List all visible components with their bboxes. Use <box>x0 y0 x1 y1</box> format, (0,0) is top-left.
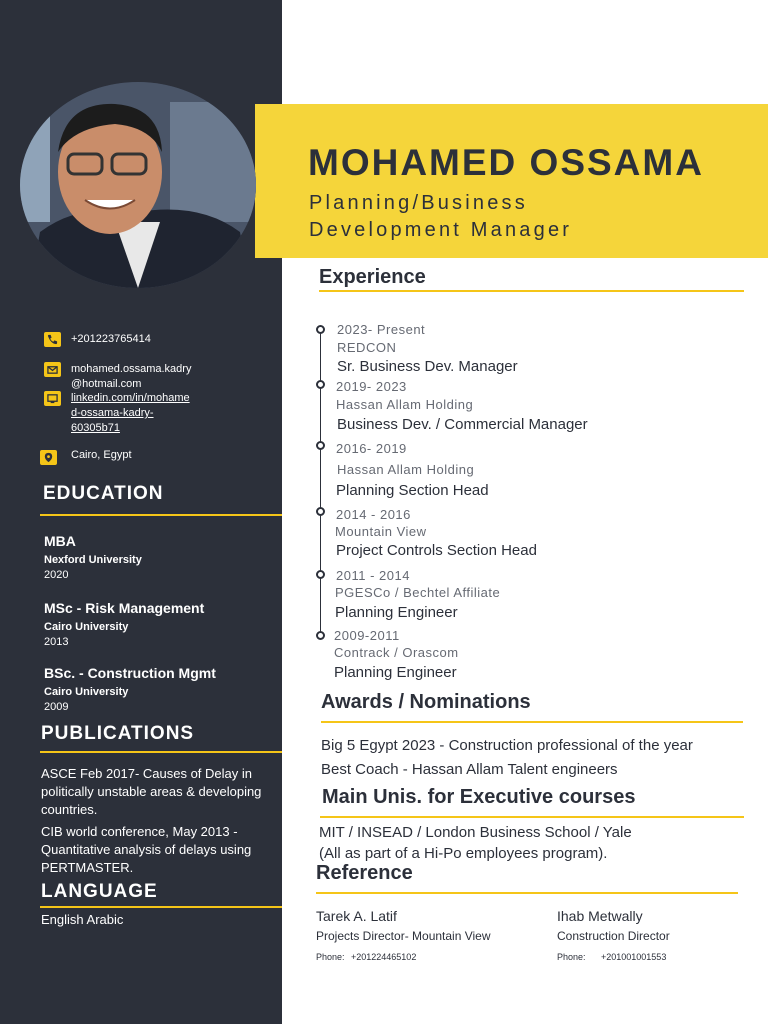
timeline-dot <box>316 631 325 640</box>
linkedin-icon <box>44 391 61 406</box>
reference-phone-label: Phone: <box>557 952 586 962</box>
publications-divider <box>40 751 282 753</box>
experience-divider <box>319 290 744 292</box>
reference-name: Ihab Metwally <box>557 908 643 924</box>
education-year: 2020 <box>44 569 69 581</box>
experience-job: Planning Engineer <box>335 604 458 621</box>
courses-line-2: (All as part of a Hi-Po employees program). <box>319 845 608 862</box>
publications-title: PUBLICATIONS <box>41 723 195 744</box>
education-year: 2013 <box>44 636 69 648</box>
timeline-dot <box>316 325 325 334</box>
education-item <box>44 532 142 582</box>
education-university: Cairo University <box>44 686 129 698</box>
award-item: Big 5 Egypt 2023 - Construction professional of the year <box>321 737 693 754</box>
courses-line-1: MIT / INSEAD / London Business School / Yale <box>319 824 632 841</box>
courses-title: Main Unis. for Executive courses <box>322 786 636 808</box>
job-title-line-1: Planning/Business <box>309 192 528 214</box>
experience-org: Mountain View <box>335 524 427 539</box>
linkedin-link-line-3[interactable]: 60305b71 <box>71 422 120 434</box>
email-line-2[interactable]: @hotmail.com <box>71 378 142 390</box>
language-value: English Arabic <box>41 912 124 927</box>
education-year: 2009 <box>44 701 69 713</box>
job-title-line-2: Development Manager <box>309 219 573 241</box>
reference-phone: +201224465102 <box>351 952 417 962</box>
reference-phone: +201001001553 <box>601 952 667 962</box>
education-item <box>44 664 216 714</box>
location-text: Cairo, Egypt <box>71 449 132 461</box>
experience-date: 2011 - 2014 <box>336 568 410 583</box>
timeline-dot <box>316 380 325 389</box>
linkedin-link-line-1[interactable]: linkedin.com/in/mohame <box>71 392 190 404</box>
experience-org: Contrack / Orascom <box>334 645 459 660</box>
profile-photo-illustration <box>20 82 256 288</box>
experience-org: REDCON <box>337 340 397 355</box>
timeline-dot <box>316 570 325 579</box>
language-title: LANGUAGE <box>41 881 158 902</box>
experience-date: 2023- Present <box>337 322 426 337</box>
profile-photo <box>20 82 256 288</box>
education-degree: MBA <box>44 533 76 549</box>
experience-org: Hassan Allam Holding <box>337 462 475 477</box>
experience-date: 2019- 2023 <box>336 379 407 394</box>
education-item <box>44 599 204 649</box>
reference-role: Construction Director <box>557 929 670 943</box>
awards-title: Awards / Nominations <box>321 691 531 713</box>
language-divider <box>40 906 282 908</box>
experience-job: Planning Engineer <box>334 664 457 681</box>
experience-job: Sr. Business Dev. Manager <box>337 358 518 375</box>
reference-divider <box>316 892 738 894</box>
email-icon <box>44 362 61 377</box>
publication-item: CIB world conference, May 2013 - Quantitative analysis of delays using PERTMASTER. <box>41 824 252 875</box>
reference-phone-label: Phone: <box>316 952 345 962</box>
education-degree: MSc - Risk Management <box>44 600 205 616</box>
linkedin-link-line-2[interactable]: d-ossama-kadry- <box>71 407 154 419</box>
education-university: Nexford University <box>44 554 142 566</box>
timeline-line <box>320 330 321 636</box>
job-title <box>309 190 572 244</box>
awards-divider <box>321 721 743 723</box>
experience-date: 2009-2011 <box>334 628 400 643</box>
publication-item: ASCE Feb 2017- Causes of Delay in politically unstable areas & developing countries. <box>41 766 262 817</box>
phone-number: +201223765414 <box>71 333 151 345</box>
phone-icon <box>44 332 61 347</box>
experience-org: Hassan Allam Holding <box>336 397 474 412</box>
timeline-dot <box>316 441 325 450</box>
timeline-dot <box>316 507 325 516</box>
reference-name: Tarek A. Latif <box>316 908 397 924</box>
experience-job: Business Dev. / Commercial Manager <box>337 416 588 433</box>
reference-role: Projects Director- Mountain View <box>316 929 491 943</box>
location-pin-icon <box>40 450 57 465</box>
education-title: EDUCATION <box>43 483 164 504</box>
experience-org: PGESCo / Bechtel Affiliate <box>335 585 501 600</box>
reference-title: Reference <box>316 862 413 884</box>
education-university: Cairo University <box>44 621 129 633</box>
full-name: MOHAMED OSSAMA <box>308 142 704 183</box>
experience-date: 2014 - 2016 <box>336 507 411 522</box>
email-line-1[interactable]: mohamed.ossama.kadry <box>71 363 192 375</box>
experience-date: 2016- 2019 <box>336 441 407 456</box>
courses-divider <box>320 816 744 818</box>
award-item: Best Coach - Hassan Allam Talent engineers <box>321 761 618 778</box>
education-divider <box>40 514 282 516</box>
experience-job: Planning Section Head <box>336 482 489 499</box>
experience-job: Project Controls Section Head <box>336 542 537 559</box>
education-degree: BSc. - Construction Mgmt <box>44 665 216 681</box>
experience-title: Experience <box>319 266 426 288</box>
